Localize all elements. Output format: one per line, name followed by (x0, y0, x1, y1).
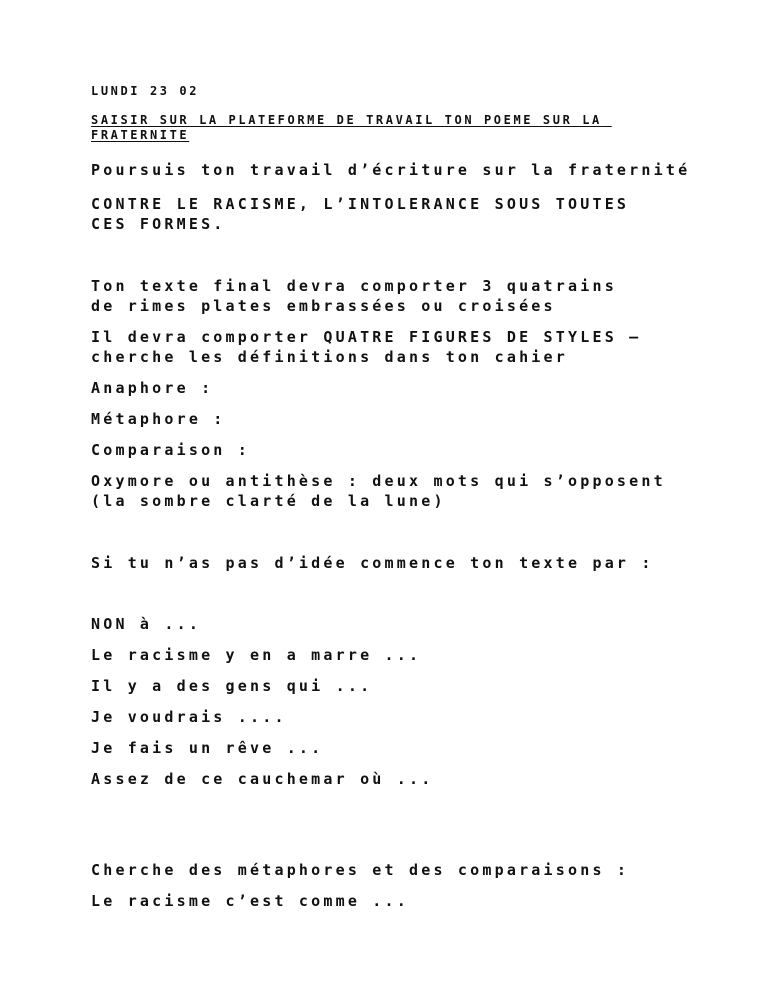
date-heading: LUNDI 23 02 (91, 84, 200, 98)
figure-oxymore: Oxymore ou antithèse : deux mots qui s’opposent (la sombre clarté de la lune) (91, 472, 679, 510)
task-heading: SAISIR SUR LA PLATEFORME DE TRAVAIL TON POEME SUR LA FRATERNITE (91, 113, 612, 142)
figure-comparaison: Comparaison : (91, 441, 250, 459)
starter-line: Assez de ce cauchemar où ... (91, 770, 434, 788)
starter-line: Je voudrais .... (91, 708, 287, 726)
figures-instruction: Il devra comporter QUATRE FIGURES DE STYLES – cherche les définitions dans ton cahier (91, 328, 654, 366)
intro-text: Poursuis ton travail d’écriture sur la fraternité (91, 161, 691, 179)
figure-anaphore: Anaphore : (91, 379, 214, 397)
theme-text: CONTRE LE RACISME, L’INTOLERANCE SOUS TOUTES CES FORMES. (91, 195, 642, 233)
starter-prompt: Si tu n’as pas d’idée commence ton texte par : (91, 554, 654, 572)
document-page (91, 84, 731, 911)
metaphor-starter: Le racisme c’est comme ... (91, 892, 409, 910)
metaphor-prompt: Cherche des métaphores et des comparaisons : (91, 861, 630, 879)
starter-line: Il y a des gens qui ... (91, 677, 373, 695)
final-text-instruction: Ton texte final devra comporter 3 quatrains de rimes plates embrassées ou croisées (91, 277, 630, 315)
starter-line: Le racisme y en a marre ... (91, 646, 422, 664)
starter-line: NON à ... (91, 615, 202, 633)
figure-metaphore: Métaphore : (91, 410, 226, 428)
starter-line: Je fais un rêve ... (91, 739, 324, 757)
